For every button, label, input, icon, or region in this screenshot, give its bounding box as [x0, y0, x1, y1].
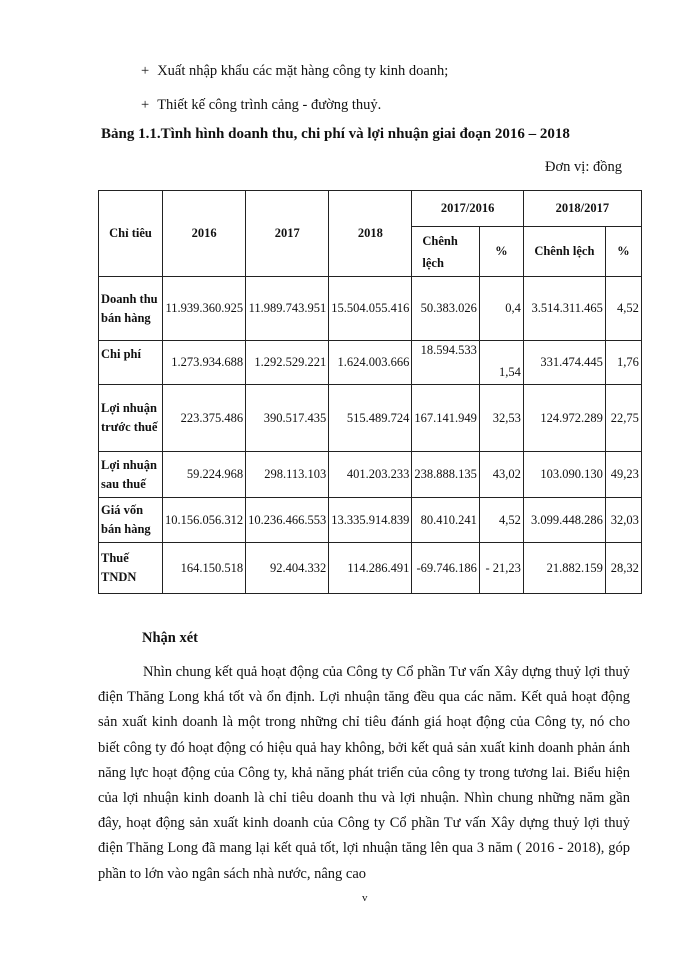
cell-2016: 223.375.486 — [163, 385, 246, 452]
cell-2017: 92.404.332 — [246, 543, 329, 594]
table-row — [99, 385, 642, 452]
table-unit: Đơn vị: đồng — [545, 159, 622, 175]
cell-pct-2: 28,32 — [605, 543, 641, 594]
cell-pct-1: 32,53 — [479, 385, 523, 452]
cell-2016: 164.150.518 — [163, 543, 246, 594]
cell-diff-1: 50.383.026 — [412, 277, 480, 341]
cell-pct-1: 43,02 — [479, 452, 523, 498]
cell-2016: 10.156.056.312 — [163, 498, 246, 543]
financial-table — [98, 190, 642, 594]
header-2017-2016: 2017/2016 — [412, 191, 524, 227]
cell-pct-1: - 21,23 — [479, 543, 523, 594]
cell-pct-2: 49,23 — [605, 452, 641, 498]
cell-pct-2: 32,03 — [605, 498, 641, 543]
cell-2016: 11.939.360.925 — [163, 277, 246, 341]
header-chenh-lech-1: Chênh lệch — [412, 227, 480, 277]
bullet-text: Thiết kế công trình cảng - đường thuỷ. — [157, 97, 382, 113]
cell-2018: 1.624.003.666 — [329, 341, 412, 385]
header-chi-tieu: Chỉ tiêu — [99, 191, 163, 277]
bullet-text: Xuất nhập khẩu các mặt hàng công ty kinh doanh; — [157, 63, 449, 79]
page-number: v — [362, 892, 368, 904]
table-caption: Bảng 1.1.Tình hình doanh thu, chi phí và lợi nhuận giai đoạn 2016 – 2018 — [101, 126, 570, 142]
cell-pct-1: 1,54 — [479, 341, 523, 385]
cell-diff-2: 3.514.311.465 — [523, 277, 605, 341]
row-label: Chi phí — [99, 341, 163, 385]
cell-2017: 10.236.466.553 — [246, 498, 329, 543]
cell-2017: 11.989.743.951 — [246, 277, 329, 341]
bullet-item-1 — [141, 63, 448, 80]
cell-diff-2: 21.882.159 — [523, 543, 605, 594]
table-row — [99, 341, 642, 385]
cell-diff-1: -69.746.186 — [412, 543, 480, 594]
cell-2018: 401.203.233 — [329, 452, 412, 498]
cell-diff-2: 3.099.448.286 — [523, 498, 605, 543]
cell-diff-1: 80.410.241 — [412, 498, 480, 543]
cell-2018: 515.489.724 — [329, 385, 412, 452]
cell-2016: 1.273.934.688 — [163, 341, 246, 385]
cell-diff-2: 103.090.130 — [523, 452, 605, 498]
row-label: Thuế TNDN — [99, 543, 163, 594]
section-heading: Nhận xét — [142, 630, 198, 646]
bullet-mark: + — [141, 63, 150, 79]
cell-diff-1: 167.141.949 — [412, 385, 480, 452]
row-label: Lợi nhuận sau thuế — [99, 452, 163, 498]
cell-2018: 15.504.055.416 — [329, 277, 412, 341]
cell-diff-2: 124.972.289 — [523, 385, 605, 452]
row-label: Lợi nhuận trước thuế — [99, 385, 163, 452]
cell-pct-2: 22,75 — [605, 385, 641, 452]
table-row — [99, 543, 642, 594]
cell-2017: 390.517.435 — [246, 385, 329, 452]
cell-2018: 13.335.914.839 — [329, 498, 412, 543]
header-pct-1: % — [479, 227, 523, 277]
row-label: Giá vốn bán hàng — [99, 498, 163, 543]
cell-diff-2: 331.474.445 — [523, 341, 605, 385]
cell-pct-2: 1,76 — [605, 341, 641, 385]
cell-pct-1: 4,52 — [479, 498, 523, 543]
header-row-1 — [99, 191, 642, 227]
cell-pct-2: 4,52 — [605, 277, 641, 341]
header-2018: 2018 — [329, 191, 412, 277]
bullet-mark: + — [141, 97, 150, 113]
table-row — [99, 452, 642, 498]
header-pct-2: % — [605, 227, 641, 277]
header-2018-2017: 2018/2017 — [523, 191, 641, 227]
comment-paragraph — [98, 660, 630, 887]
cell-diff-1: 18.594.533 — [412, 341, 480, 385]
header-2016: 2016 — [163, 191, 246, 277]
cell-diff-1: 238.888.135 — [412, 452, 480, 498]
comment-text: Nhìn chung kết quả hoạt động của Công ty Cổ phần Tư vấn Xây dựng thuỷ lợi thuỷ điện Thăng Long khá tốt và ổn định. Lợi nhuận tăng đều qua các năm. Kết quả hoạt động sản xuất kinh doanh là một trong những chỉ tiêu đánh giá hoạt động của Công ty, nó cho biết công ty đó hoạt động có hiệu quả hay không, bởi kết quả sản xuất kinh doanh phản ánh năng lực hoạt động của Công ty, khả năng phát triển của công ty trong tương lai. Biểu hiện của lợi nhuận kinh doanh là chỉ tiêu doanh thu và lợi nhuận. Nhìn chung những năm gần đây, hoạt động sản xuất kinh doanh của Công ty Cổ phần Tư vấn Xây dựng thuỷ lợi thuỷ điện Thăng Long đã mang lại kết quả tốt, lợi nhuận tăng lên qua 3 năm ( 2016 - 2018), góp phần to lớn vào ngân sách nhà nước, nâng cao — [98, 664, 630, 882]
cell-pct-1: 0,4 — [479, 277, 523, 341]
table-row — [99, 498, 642, 543]
row-label: Doanh thu bán hàng — [99, 277, 163, 341]
header-2017: 2017 — [246, 191, 329, 277]
cell-2016: 59.224.968 — [163, 452, 246, 498]
cell-2017: 1.292.529.221 — [246, 341, 329, 385]
header-chenh-lech-2: Chênh lệch — [523, 227, 605, 277]
table-row — [99, 277, 642, 341]
cell-2017: 298.113.103 — [246, 452, 329, 498]
cell-2018: 114.286.491 — [329, 543, 412, 594]
bullet-item-2 — [141, 97, 381, 114]
